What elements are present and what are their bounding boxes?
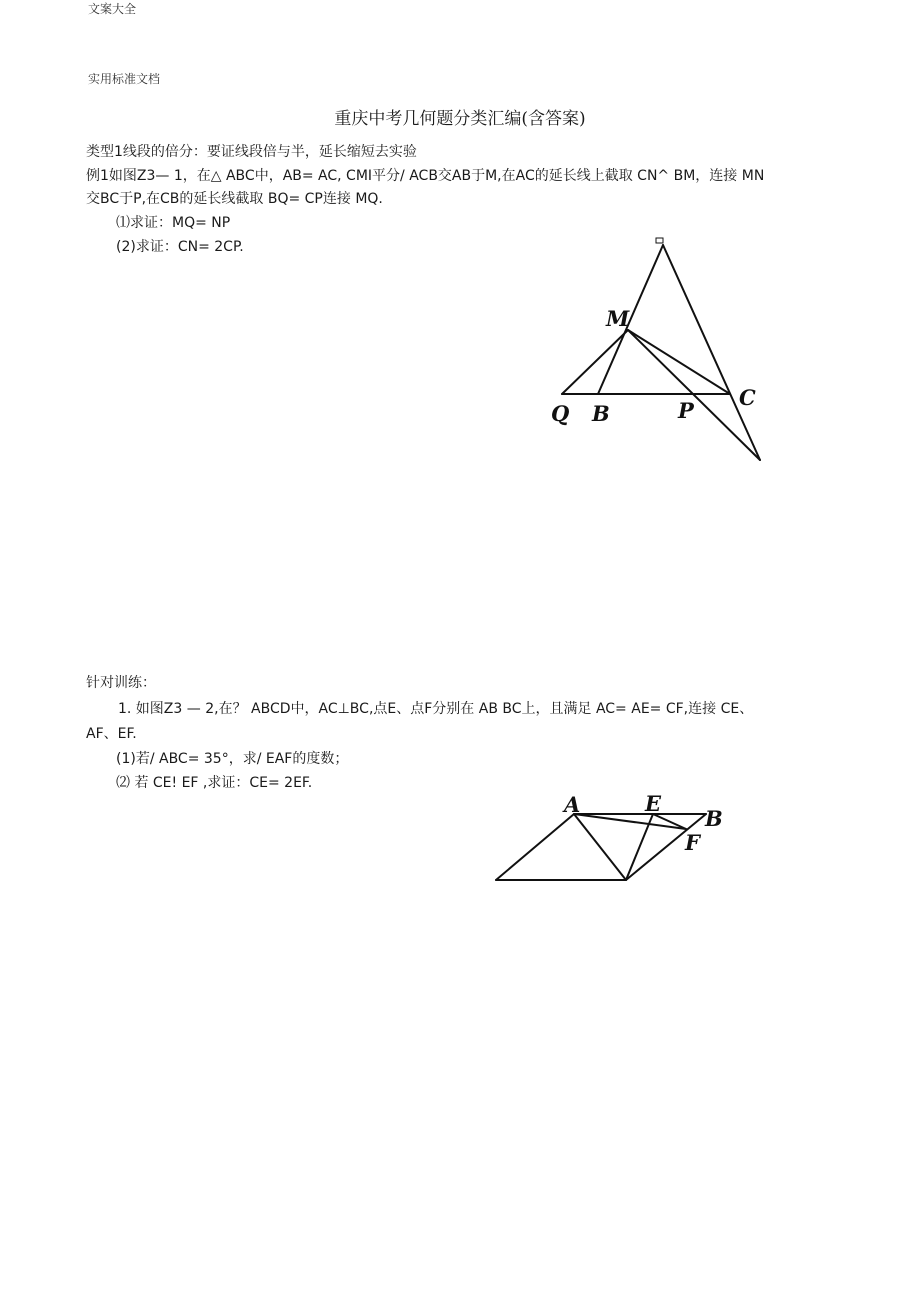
example1-question1: ⑴求证：MQ= NP [116, 215, 231, 231]
segment-QM [562, 330, 628, 394]
figure-1-triangle [562, 238, 760, 460]
label-F: F [685, 830, 700, 855]
example1-question2: (2)求证：CN= 2CP. [116, 239, 244, 255]
training-heading: 针对训练： [86, 675, 156, 691]
label-A: A [564, 792, 581, 817]
segment-DA [496, 814, 574, 880]
training1-line1: 1. 如图Z3 — 2,在？ ABCD中，AC⊥BC,点E、点F分别在 AB BC上，且满足 AC= AE= CF,连接 CE、 [118, 701, 754, 717]
label-Q: Q [551, 401, 570, 426]
label-M: M [606, 306, 630, 331]
label-E: E [645, 791, 662, 816]
type1-heading: 类型1线段的倍分：要证线段倍与半，延长缩短去实验 [86, 144, 417, 160]
apex-marker [656, 238, 663, 243]
label-C: C [739, 385, 756, 410]
training1-question1: (1)若/ ABC= 35°，求/ EAF的度数； [116, 751, 349, 767]
example1-line1: 例1如图Z3— 1，在△ ABC中，AB= AC, CMI平分/ ACB交AB于M,在AC的延长线上截取 CN^ BM，连接 MN [86, 168, 765, 184]
label-B2: B [705, 806, 723, 831]
header-top-text: 文案大全 [88, 2, 137, 16]
example1-line2: 交BC于P,在CB的延长线截取 BQ= CP连接 MQ. [86, 191, 383, 207]
label-B: B [592, 401, 610, 426]
training1-line2: AF、EF. [86, 726, 137, 742]
figure-2-parallelogram [496, 814, 706, 880]
segment-AN [663, 245, 760, 460]
training1-question2: ⑵ 若 CE! EF ,求证：CE= 2EF. [116, 775, 313, 791]
document-title: 重庆中考几何题分类汇编(含答案) [334, 109, 586, 129]
label-P: P [678, 398, 694, 423]
header-sub-text: 实用标准文档 [88, 72, 161, 86]
segment-AC [574, 814, 626, 880]
